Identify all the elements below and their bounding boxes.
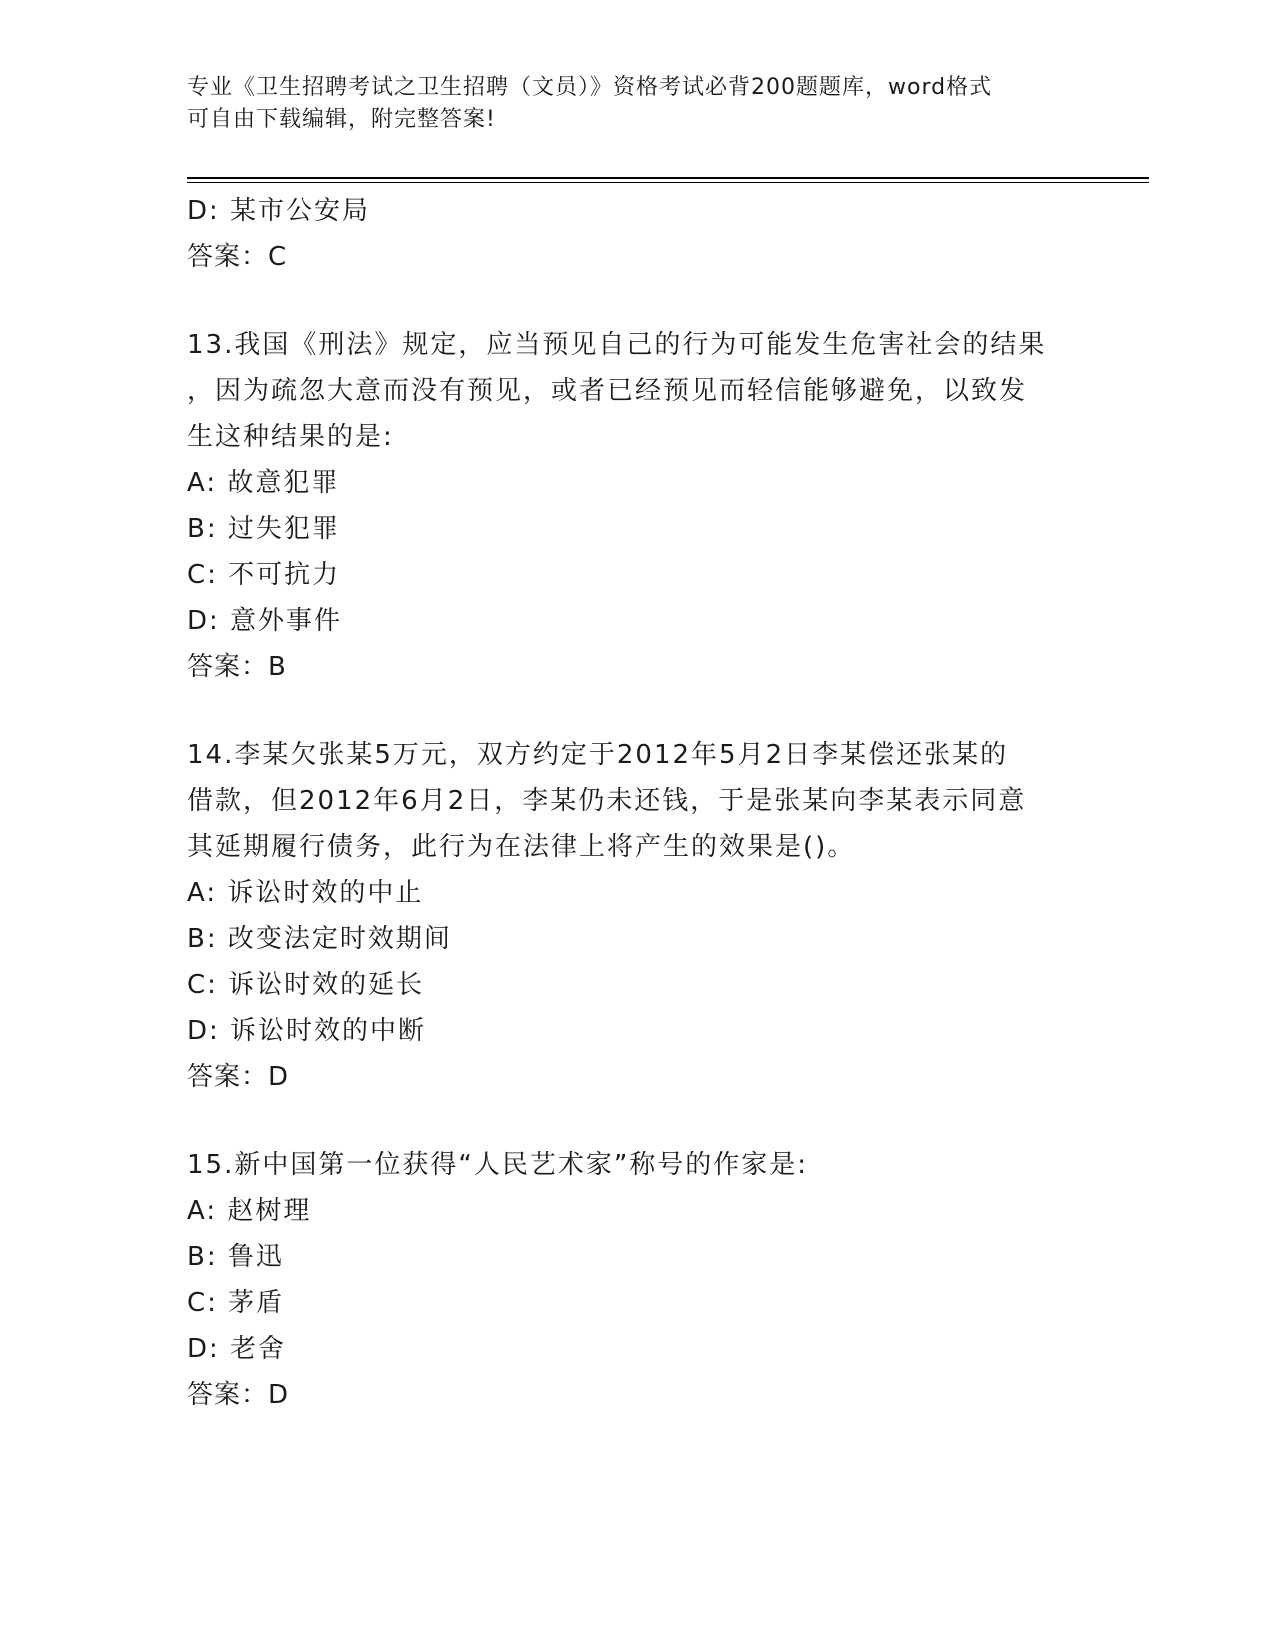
question-15 — [187, 1142, 1087, 1418]
answer: 答案：B — [187, 652, 287, 682]
option-d: D: 诉讼时效的中断 — [187, 1016, 427, 1046]
header-divider-thick — [187, 177, 1149, 179]
header-line-1: 专业《卫生招聘考试之卫生招聘（文员）》资格考试必背200题题库，word格式 — [187, 75, 993, 100]
answer: 答案：D — [187, 1380, 290, 1410]
question-stem-line: 其延期履行债务，此行为在法律上将产生的效果是()。 — [187, 832, 856, 862]
option-b: B: 改变法定时效期间 — [187, 924, 452, 954]
question-stem-line: 生这种结果的是: — [187, 422, 394, 452]
option-a: A: 赵树理 — [187, 1196, 312, 1226]
option-a: A: 诉讼时效的中止 — [187, 878, 424, 908]
carryover-option-d: D: 某市公安局 — [187, 196, 371, 226]
option-d: D: 老舍 — [187, 1334, 287, 1364]
question-13 — [187, 322, 1087, 690]
spacer — [187, 280, 1087, 322]
option-c: C: 茅盾 — [187, 1288, 285, 1318]
option-b: B: 鲁迅 — [187, 1242, 284, 1272]
question-stem — [187, 1142, 1087, 1188]
question-stem — [187, 732, 1087, 870]
question-stem-line: 借款，但2012年6月2日，李某仍未还钱，于是张某向李某表示同意 — [187, 786, 1027, 816]
question-stem — [187, 322, 1087, 460]
option-c: C: 不可抗力 — [187, 560, 341, 590]
header-divider-thin — [187, 182, 1149, 183]
carryover-answer: 答案：C — [187, 242, 288, 272]
option-d: D: 意外事件 — [187, 606, 343, 636]
question-stem-line: ，因为疏忽大意而没有预见，或者已经预见而轻信能够避免，以致发 — [187, 376, 1028, 406]
answer: 答案：D — [187, 1062, 290, 1092]
question-stem-line: 13.我国《刑法》规定，应当预见自己的行为可能发生危害社会的结果 — [187, 330, 1047, 360]
option-a: A: 故意犯罪 — [187, 468, 340, 498]
document-body — [187, 188, 1087, 1418]
header-line-2: 可自由下载编辑，附完整答案! — [187, 107, 496, 132]
spacer — [187, 1100, 1087, 1142]
question-14 — [187, 732, 1087, 1100]
spacer — [187, 690, 1087, 732]
question-stem-line: 15.新中国第一位获得“人民艺术家”称号的作家是: — [187, 1150, 809, 1180]
option-c: C: 诉讼时效的延长 — [187, 970, 425, 1000]
option-b: B: 过失犯罪 — [187, 514, 340, 544]
page-header — [187, 72, 1087, 136]
question-stem-line: 14.李某欠张某5万元，双方约定于2012年5月2日李某偿还张某的 — [187, 740, 1009, 770]
